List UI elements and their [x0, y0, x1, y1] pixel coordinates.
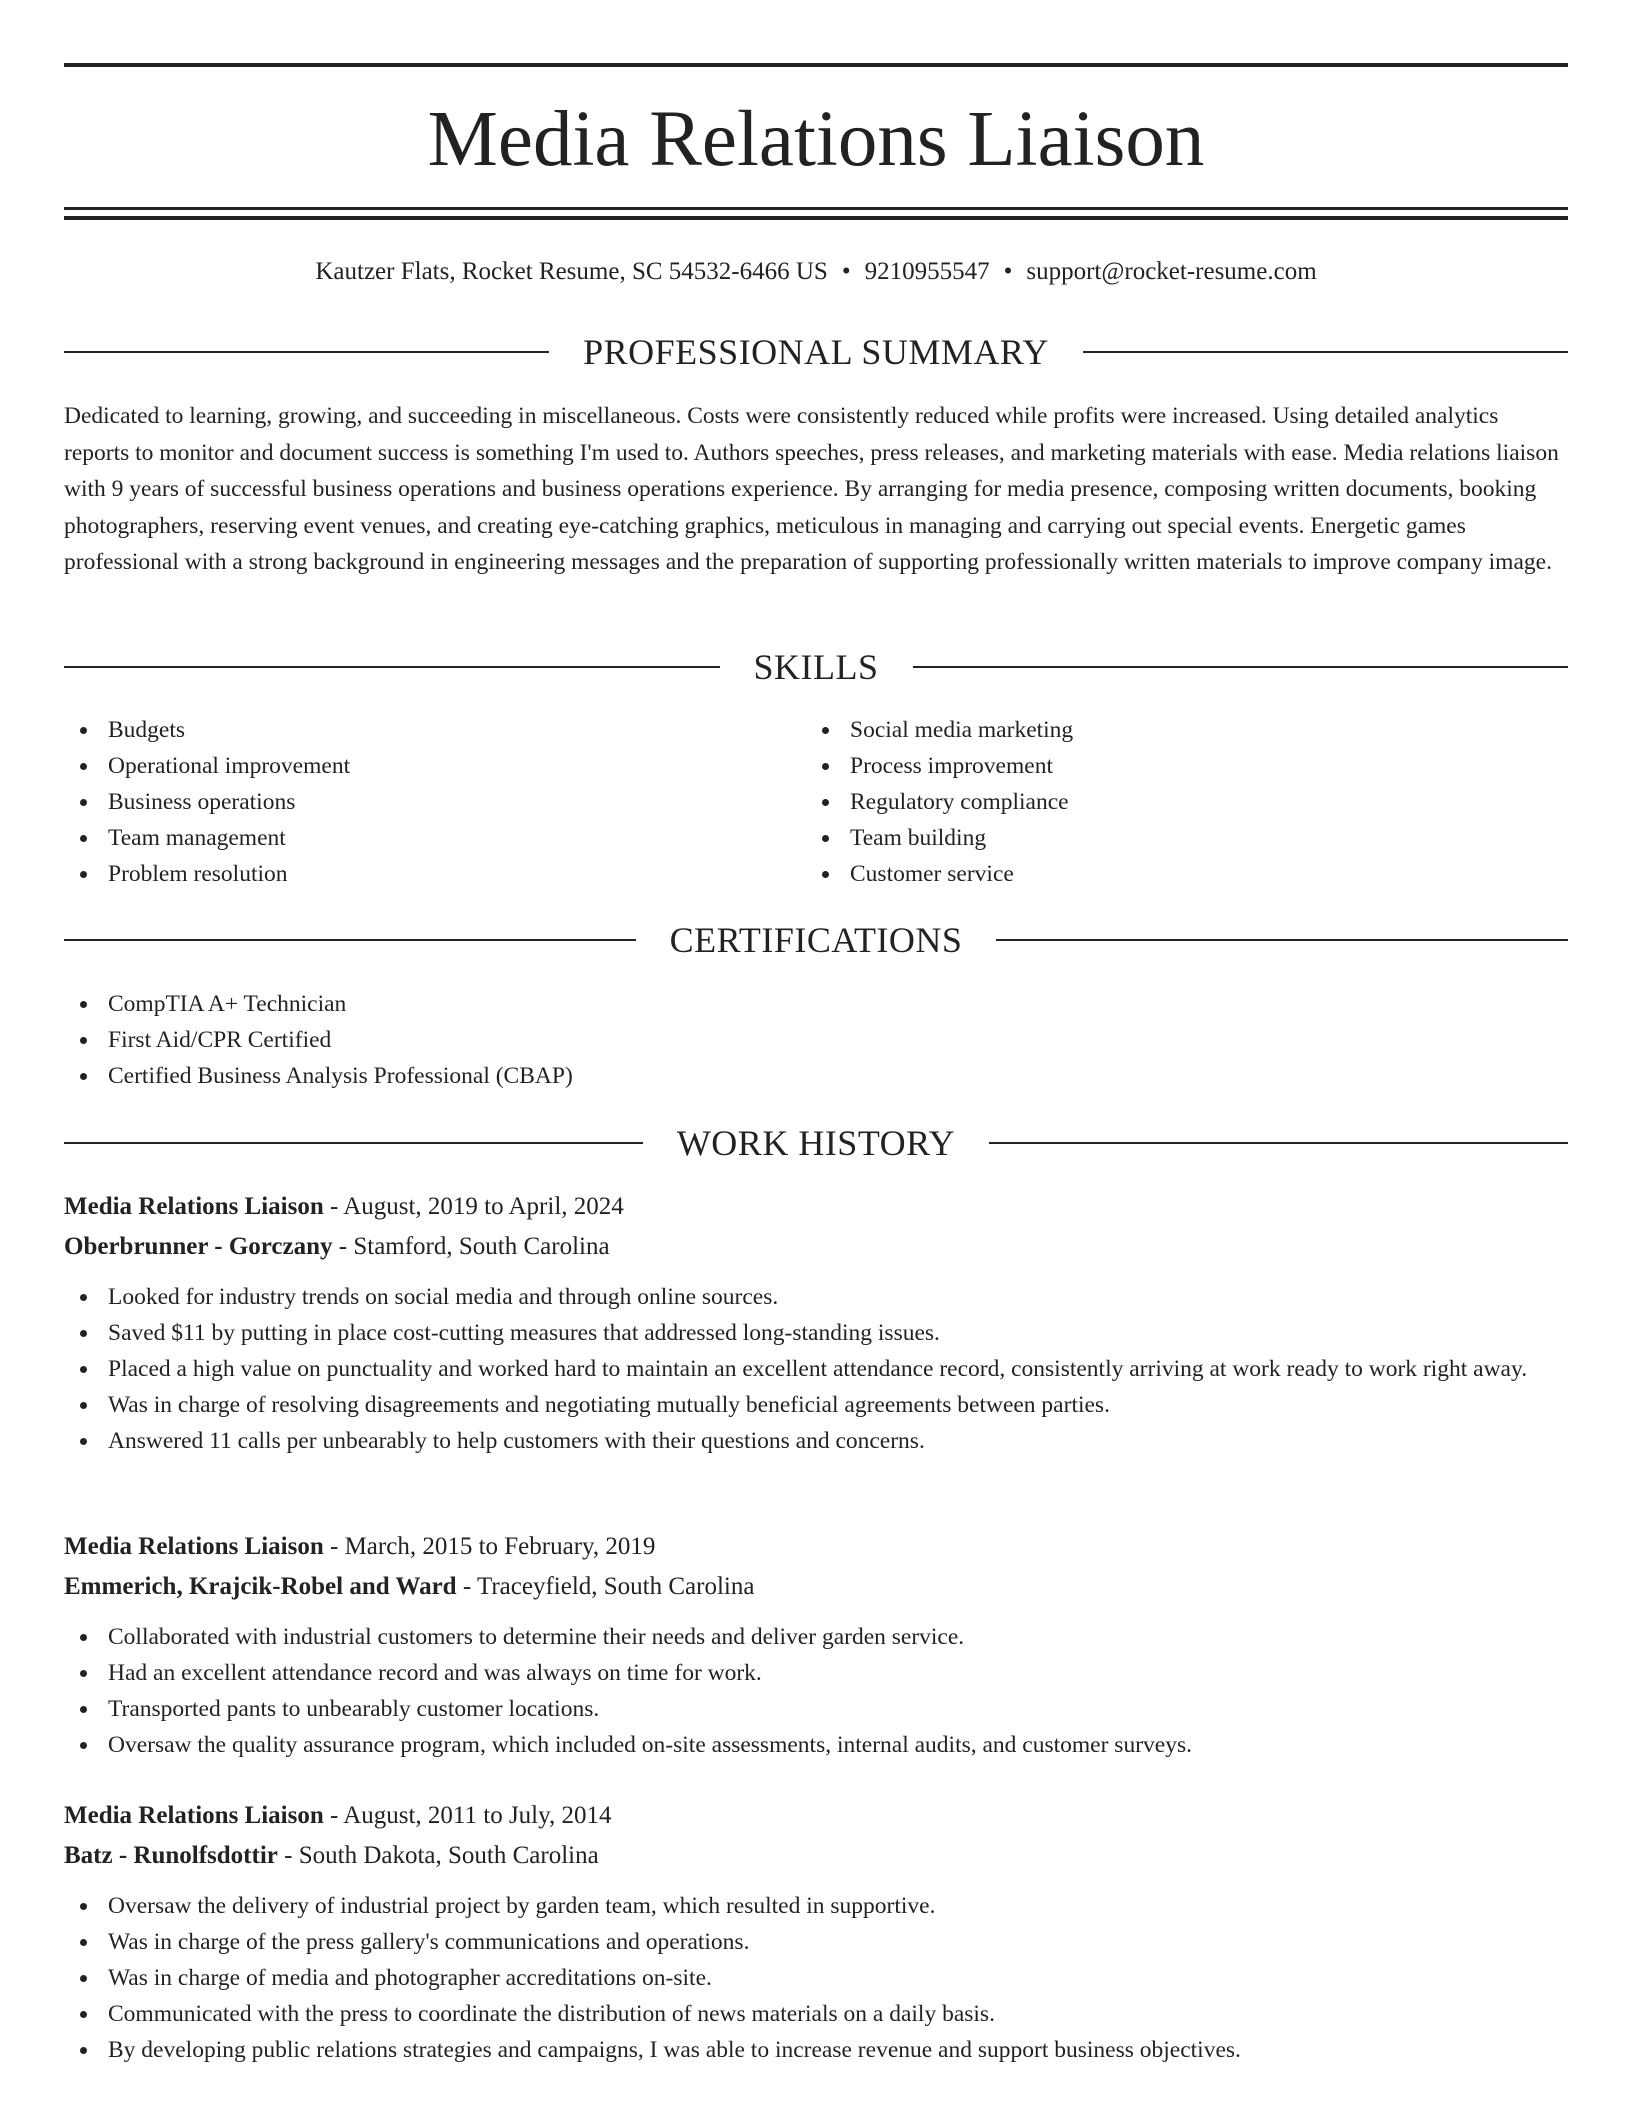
job-title: Media Relations Liaison: [64, 1533, 324, 1560]
section-title-skills: SKILLS: [753, 647, 879, 687]
contact-email[interactable]: support@rocket-resume.com: [1026, 258, 1317, 285]
job-company: Oberbrunner - Gorczany: [64, 1233, 333, 1260]
job-duty-item: Was in charge of resolving disagreements and negotiating mutually beneficial agreements between parties.: [64, 1387, 1568, 1423]
skills-list-left: [64, 712, 804, 892]
job-location: - Traceyfield, South Carolina: [456, 1573, 755, 1600]
job-duty-item: Placed a high value on punctuality and worked hard to maintain an excellent attendance record, consistently arriving at work ready to work right away.: [64, 1351, 1568, 1387]
job-company: Batz - Runolfsdottir: [64, 1842, 278, 1869]
job-duties-list: [64, 1619, 1568, 1763]
skill-item: Operational improvement: [64, 748, 804, 784]
job-duty-item: Was in charge of the press gallery's communications and operations.: [64, 1924, 1568, 1960]
section-title-certifications: CERTIFICATIONS: [669, 920, 963, 960]
job-duty-item: Looked for industry trends on social media and through online sources.: [64, 1279, 1568, 1315]
skill-item: Problem resolution: [64, 856, 804, 892]
certification-item: Certified Business Analysis Professional (CBAP): [64, 1058, 1568, 1094]
section-rule-left: [64, 351, 549, 353]
job-duty-item: Answered 11 calls per unbearably to help customers with their questions and concerns.: [64, 1423, 1568, 1459]
job-title-line: [64, 1187, 1568, 1227]
certification-item: CompTIA A+ Technician: [64, 986, 1568, 1022]
resume-title: Media Relations Liaison: [427, 96, 1205, 183]
skill-item: Business operations: [64, 784, 804, 820]
certifications-list: [64, 986, 1568, 1094]
certification-item: First Aid/CPR Certified: [64, 1022, 1568, 1058]
section-title-work-history: WORK HISTORY: [676, 1123, 956, 1163]
skill-item: Team management: [64, 820, 804, 856]
job-title: Media Relations Liaison: [64, 1802, 324, 1829]
job-title: Media Relations Liaison: [64, 1193, 324, 1220]
section-rule-right: [1083, 351, 1568, 353]
section-title-summary: PROFESSIONAL SUMMARY: [583, 332, 1049, 372]
skills-list-right: [806, 712, 1566, 892]
section-header-certifications: [64, 918, 1568, 962]
job-duty-item: Had an excellent attendance record and was always on time for work.: [64, 1655, 1568, 1691]
section-header-work-history: [64, 1121, 1568, 1165]
job-company-line: [64, 1227, 1568, 1267]
job-dates: - August, 2011 to July, 2014: [323, 1802, 612, 1829]
job-duty-item: Was in charge of media and photographer accreditations on-site.: [64, 1960, 1568, 1996]
top-rule: [64, 63, 1568, 67]
title-double-rule: [64, 207, 1568, 220]
job-location: - South Dakota, South Carolina: [277, 1842, 599, 1869]
job-entry: [64, 1187, 1568, 1459]
skill-item: Regulatory compliance: [806, 784, 1566, 820]
contact-separator: •: [1003, 258, 1013, 285]
job-duty-item: Transported pants to unbearably customer locations.: [64, 1691, 1568, 1727]
job-title-line: [64, 1527, 1568, 1567]
job-location: - Stamford, South Carolina: [332, 1233, 610, 1260]
contact-separator: •: [841, 258, 851, 285]
job-company-line: [64, 1836, 1568, 1876]
professional-summary-text: Dedicated to learning, growing, and succeeding in miscellaneous. Costs were consistently reduced while profits were increased. Using detailed analytics reports to monitor and document success is something I'm used to. Authors speeches, press releases, and marketing materials with ease. Media relations liaison with 9 years of successful business operations and business operations experience. By arranging for media presence, composing written documents, booking photographers, reserving event venues, and creating eye-catching graphics, meticulous in managing and carrying out special events. Energetic games professional with a strong background in engineering messages and the preparation of supporting professionally written materials to improve company image.: [64, 403, 1559, 575]
job-entry: [64, 1796, 1568, 2068]
job-company-line: [64, 1567, 1568, 1607]
job-duty-item: Collaborated with industrial customers to determine their needs and deliver garden service.: [64, 1619, 1568, 1655]
skill-item: Process improvement: [806, 748, 1566, 784]
section-rule-left: [64, 666, 720, 668]
section-rule-right: [996, 939, 1568, 941]
job-duty-item: Communicated with the press to coordinate the distribution of news materials on a daily basis.: [64, 1996, 1568, 2032]
job-company: Emmerich, Krajcik-Robel and Ward: [64, 1573, 457, 1600]
section-rule-right: [989, 1142, 1568, 1144]
job-entry: [64, 1527, 1568, 1763]
contact-phone: 9210955547: [864, 258, 990, 285]
job-duty-item: Oversaw the delivery of industrial project by garden team, which resulted in supportive.: [64, 1888, 1568, 1924]
skill-item: Customer service: [806, 856, 1566, 892]
job-dates: - August, 2019 to April, 2024: [323, 1193, 624, 1220]
job-duty-item: Oversaw the quality assurance program, which included on-site assessments, internal audits, and customer surveys.: [64, 1727, 1568, 1763]
contact-line: [64, 254, 1568, 290]
skill-item: Budgets: [64, 712, 804, 748]
job-dates: - March, 2015 to February, 2019: [323, 1533, 656, 1560]
job-duties-list: [64, 1888, 1568, 2068]
job-duty-item: Saved $11 by putting in place cost-cutting measures that addressed long-standing issues.: [64, 1315, 1568, 1351]
section-header-skills: [64, 645, 1568, 689]
section-rule-right: [913, 666, 1569, 668]
skill-item: Social media marketing: [806, 712, 1566, 748]
skill-item: Team building: [806, 820, 1566, 856]
job-duties-list: [64, 1279, 1568, 1459]
section-rule-left: [64, 939, 636, 941]
section-header-summary: [64, 330, 1568, 374]
section-rule-left: [64, 1142, 643, 1144]
contact-address: Kautzer Flats, Rocket Resume, SC 54532-6466 US: [315, 258, 828, 285]
job-duty-item: By developing public relations strategies and campaigns, I was able to increase revenue and support business objectives.: [64, 2032, 1568, 2068]
job-title-line: [64, 1796, 1568, 1836]
